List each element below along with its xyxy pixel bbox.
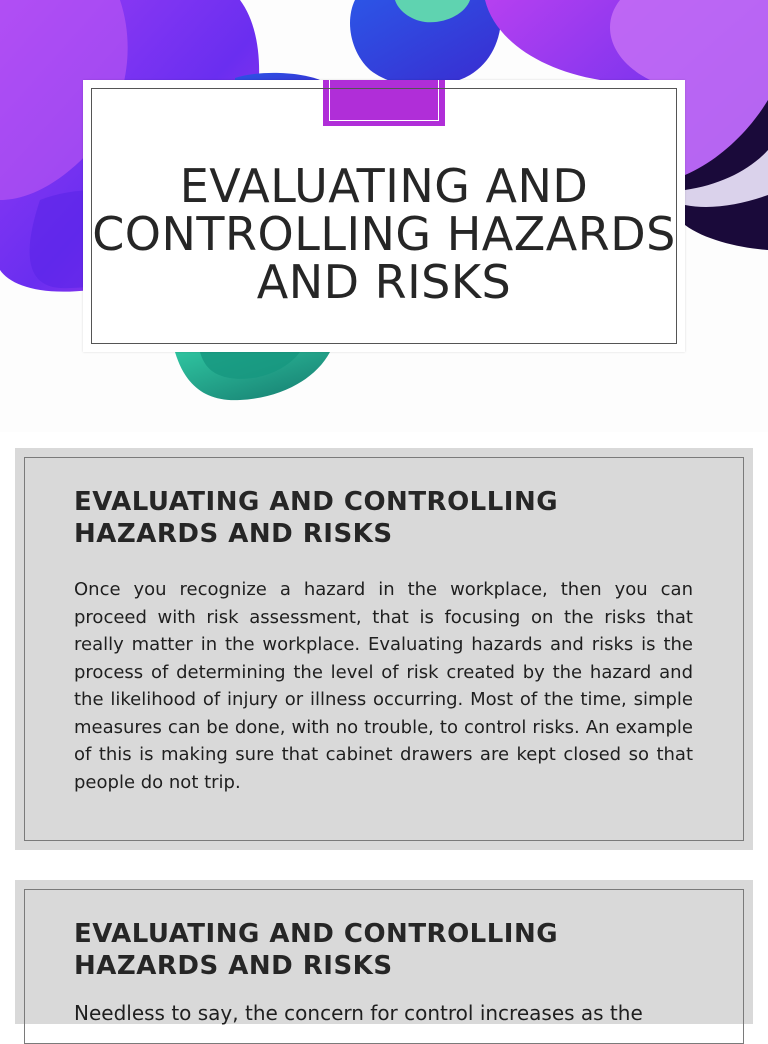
content-slide-frame xyxy=(24,457,744,841)
content-slide-frame xyxy=(24,889,744,1044)
slide-heading: EVALUATING AND CONTROLLING HAZARDS AND RISKS xyxy=(74,919,559,981)
page-title: EVALUATING AND CONTROLLING HAZARDS AND RISKS xyxy=(92,159,676,309)
content-slide-1 xyxy=(15,448,753,850)
content-slide-2 xyxy=(15,880,753,1024)
title-card xyxy=(83,80,685,352)
title-slide xyxy=(0,0,768,432)
slide-body-text: Once you recognize a hazard in the workplace, then you can proceed with risk assessment, that is focusing on the risks that really matter in the workplace. Evaluating hazards and risks is the process of determining the level of risk created by the hazard and the likelihood of injury or illness occurring. Most of the time, simple measures can be done, with no trouble, to control risks. An example of this is making sure that cabinet drawers are kept closed so that people do not trip. xyxy=(74,579,693,793)
title-card-frame xyxy=(91,88,677,344)
slide-body-text: Needless to say, the concern for control increases as the xyxy=(74,1001,643,1025)
slide-heading: EVALUATING AND CONTROLLING HAZARDS AND RISKS xyxy=(74,487,559,549)
